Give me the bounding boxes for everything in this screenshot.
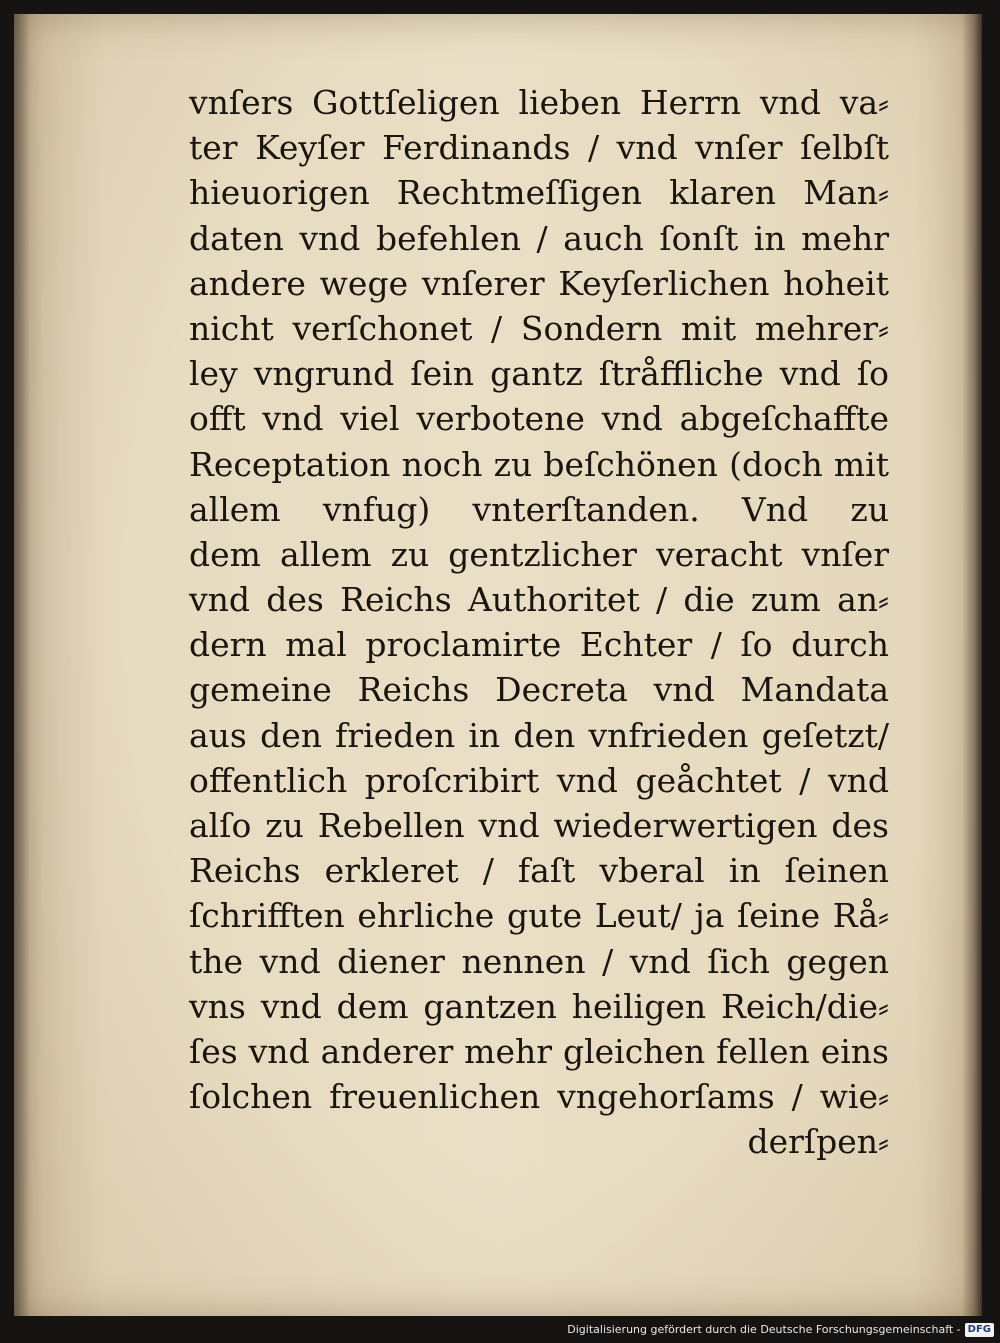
text-line: vnd des Reichs Authoritet / die zum an⸗ xyxy=(189,580,889,620)
text-line: andere wege vnſerer Keyſerlichen hoheit xyxy=(189,263,889,303)
text-line: nicht verſchonet / Sondern mit mehrer⸗ xyxy=(189,308,889,348)
text-line: aus den frieden in den vnfrieden geſetzt/ xyxy=(189,715,889,755)
text-line: vnſers Gottſeligen lieben Herrn vnd va⸗ xyxy=(189,83,889,122)
text-line: Receptation noch zu beſchönen (doch mit xyxy=(189,444,889,484)
text-line: vns vnd dem gantzen heiligen Reich/die⸗ xyxy=(189,986,889,1026)
text-line: gemeine Reichs Decreta vnd Mandata xyxy=(189,670,889,710)
funding-footer xyxy=(567,1321,994,1339)
text-line: alſo zu Rebellen vnd wiederwertigen des xyxy=(189,806,889,845)
text-line: Reichs erkleret / faſt vberal in ſeinen xyxy=(189,851,889,891)
funding-text: Digitalisierung gefördert durch die Deutsche Forschungsgemeinschaft - xyxy=(567,1323,961,1336)
text-line: ſchrifften ehrliche gute Leut/ ja ſeine Rå⸗ xyxy=(189,896,889,936)
text-line: offentlich proſcribirt vnd geåchtet / vnd xyxy=(189,760,889,800)
text-line: ſes vnd anderer mehr gleichen fellen eins xyxy=(189,1031,889,1071)
text-line: ſolchen freuenlichen vngehorſams / wie⸗ xyxy=(189,1077,889,1117)
dfg-logo-icon: DFG xyxy=(965,1323,994,1337)
text-line: dern mal proclamirte Echter / ſo durch xyxy=(189,625,889,665)
page-gutter-shadow xyxy=(14,14,30,1316)
text-line: dem allem zu gentzlicher veracht vnſer xyxy=(189,534,889,574)
text-line: the vnd diener nennen / vnd ſich gegen xyxy=(189,941,889,981)
text-line: daten vnd befehlen / auch ſonſt in mehr xyxy=(189,218,889,258)
text-line: hieuorigen Rechtmeſſigen klaren Man⸗ xyxy=(189,173,889,213)
text-line: allem vnfug) vnterſtanden. Vnd zu xyxy=(189,489,889,529)
page-edge-shadow xyxy=(962,14,982,1316)
body-text xyxy=(189,80,889,1165)
text-line: ter Keyſer Ferdinands / vnd vnſer ſelbſt xyxy=(189,128,889,168)
text-line: offt vnd viel verbotene vnd abgeſchaffte xyxy=(189,399,889,439)
catchword: derſpen⸗ xyxy=(747,1122,889,1162)
book-page xyxy=(14,14,982,1316)
text-line: ley vngrund ſein gantz ſtråffliche vnd ſo xyxy=(189,354,889,394)
